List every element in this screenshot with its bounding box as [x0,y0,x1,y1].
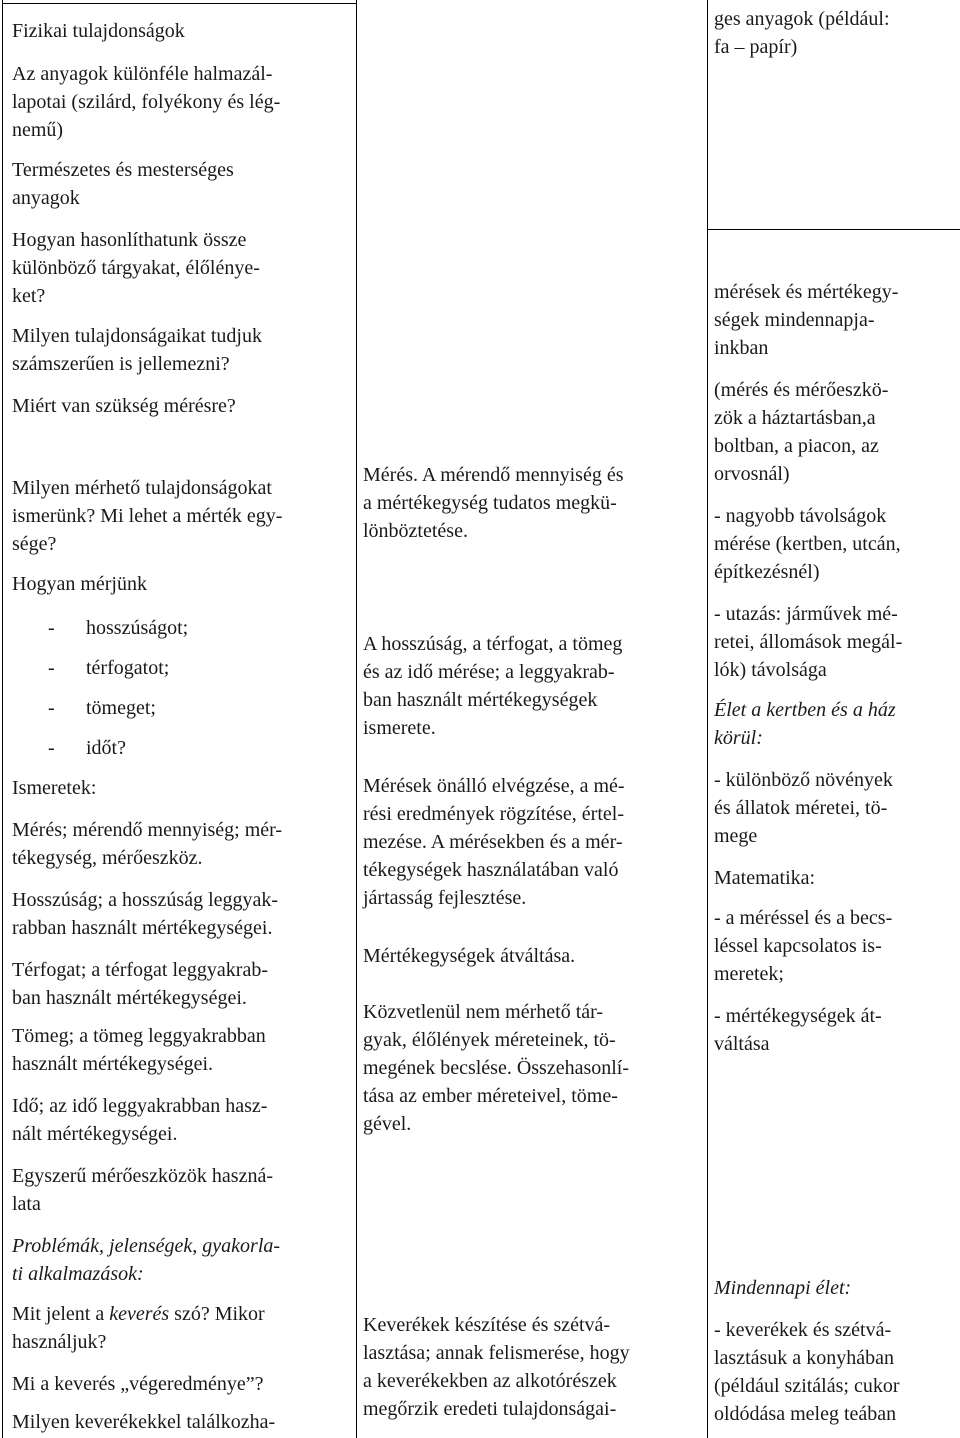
problem-question: Mit jelent a keverés szó? Mikor használjuk? [12,1303,265,1353]
list-item: - hosszúságot; [48,617,189,639]
knowledge-item: Egyszerű mérőeszközök haszná- lata [12,1165,273,1215]
connection-text: - keverékek és szétvá- lasztásuk a konyhában (például szitálás; cukor oldódása meleg teában [714,1319,900,1425]
connection-text: - utazás: járművek mé- retei, állomások megál- lók) távolsága [714,603,903,681]
goal-text: Mértékegységek átváltása. [363,945,576,967]
goal-text: A hosszúság, a térfogat, a tömeg és az idő mérése; a leggyakrab- ban használt mértékegységek ismerete. [363,633,623,739]
knowledge-item: Mérés; mérendő mennyiség; mér- tékegység, mérőeszköz. [12,819,283,869]
topic-question: Milyen tulajdonságaikat tudjuk számszerűen is jellemezni? [12,325,262,375]
connection-heading: Matematika: [714,867,816,889]
connection-text: mérések és mértékegy- ségek mindennapja- inkban [714,281,899,359]
goal-text: Keverékek készítése és szétvá- lasztása; annak felismerése, hogy a keverékekben az alkotórészek megőrzik eredeti tulajdonságai- [363,1314,630,1420]
knowledge-item: Idő; az idő leggyakrabban hasz- nált mértékegységei. [12,1095,268,1145]
problem-question: Mi a keverés „végeredménye”? [12,1373,264,1395]
connection-text: - mértékegységek át- váltása [714,1005,882,1055]
knowledge-item: Tömeg; a tömeg leggyakrabban használt mértékegységei. [12,1025,266,1075]
problems-heading: Problémák, jelenségek, gyakorla- ti alkalmazások: [12,1235,281,1285]
connection-text: - nagyobb távolságok mérése (kertben, utcán, építkezésnél) [714,505,901,583]
connection-heading: Élet a kertben és a ház körül: [714,699,896,749]
goal-text: Mérés. A mérendő mennyiség és a mértékegység tudatos megkü- lönböztetése. [363,464,624,542]
connection-text: (mérés és mérőeszkö- zök a háztartásban,a boltban, a piacon, az orvosnál) [714,379,889,485]
list-item: - időt? [48,737,126,759]
topic-text: Az anyagok különféle halmazál- lapotai (szilárd, folyékony és lég- nemű) [12,63,281,141]
connection-text: ges anyagok (például: fa – papír) [714,8,890,58]
topic-heading: Fizikai tulajdonságok [12,20,185,42]
table-border-left [2,0,3,1438]
connection-text: - különböző növények és állatok méretei, tö- mege [714,769,893,847]
connection-text: - a méréssel és a becs- léssel kapcsolatos is- meretek; [714,907,893,985]
topic-question: Hogyan mérjünk [12,573,147,595]
topic-question: Milyen mérhető tulajdonságokat ismerünk? Mi lehet a mérték egy- sége? [12,477,283,555]
topic-question: Miért van szükség mérésre? [12,395,236,417]
knowledge-heading: Ismeretek: [12,777,97,799]
knowledge-item: Hosszúság; a hosszúság leggyak- rabban használt mértékegységei. [12,889,279,939]
row-divider [707,229,960,230]
problem-question: Milyen keverékekkel találkozha- [12,1411,276,1433]
knowledge-item: Térfogat; a térfogat leggyakrab- ban használt mértékegységei. [12,959,268,1009]
list-item: - tömeget; [48,697,156,719]
table-border-top [2,3,356,4]
goal-text: Közvetlenül nem mérhető tár- gyak, élőlények méreteinek, tö- megének becslése. Összehasonlí- tása az ember méreteivel, töme- gével. [363,1001,630,1135]
column-divider-2 [707,0,708,1438]
topic-question: Hogyan hasonlíthatunk össze különböző tárgyakat, élőlénye- ket? [12,229,260,307]
topic-text: Természetes és mesterséges anyagok [12,159,234,209]
goal-text: Mérések önálló elvégzése, a mé- rési eredmények rögzítése, értel- mezése. A mérésekben és a mér- tékegységek használatában való jártasság fejlesztése. [363,775,625,909]
list-item: - térfogatot; [48,657,170,679]
column-divider-1 [356,0,357,1438]
connection-heading: Mindennapi élet: [714,1277,852,1299]
